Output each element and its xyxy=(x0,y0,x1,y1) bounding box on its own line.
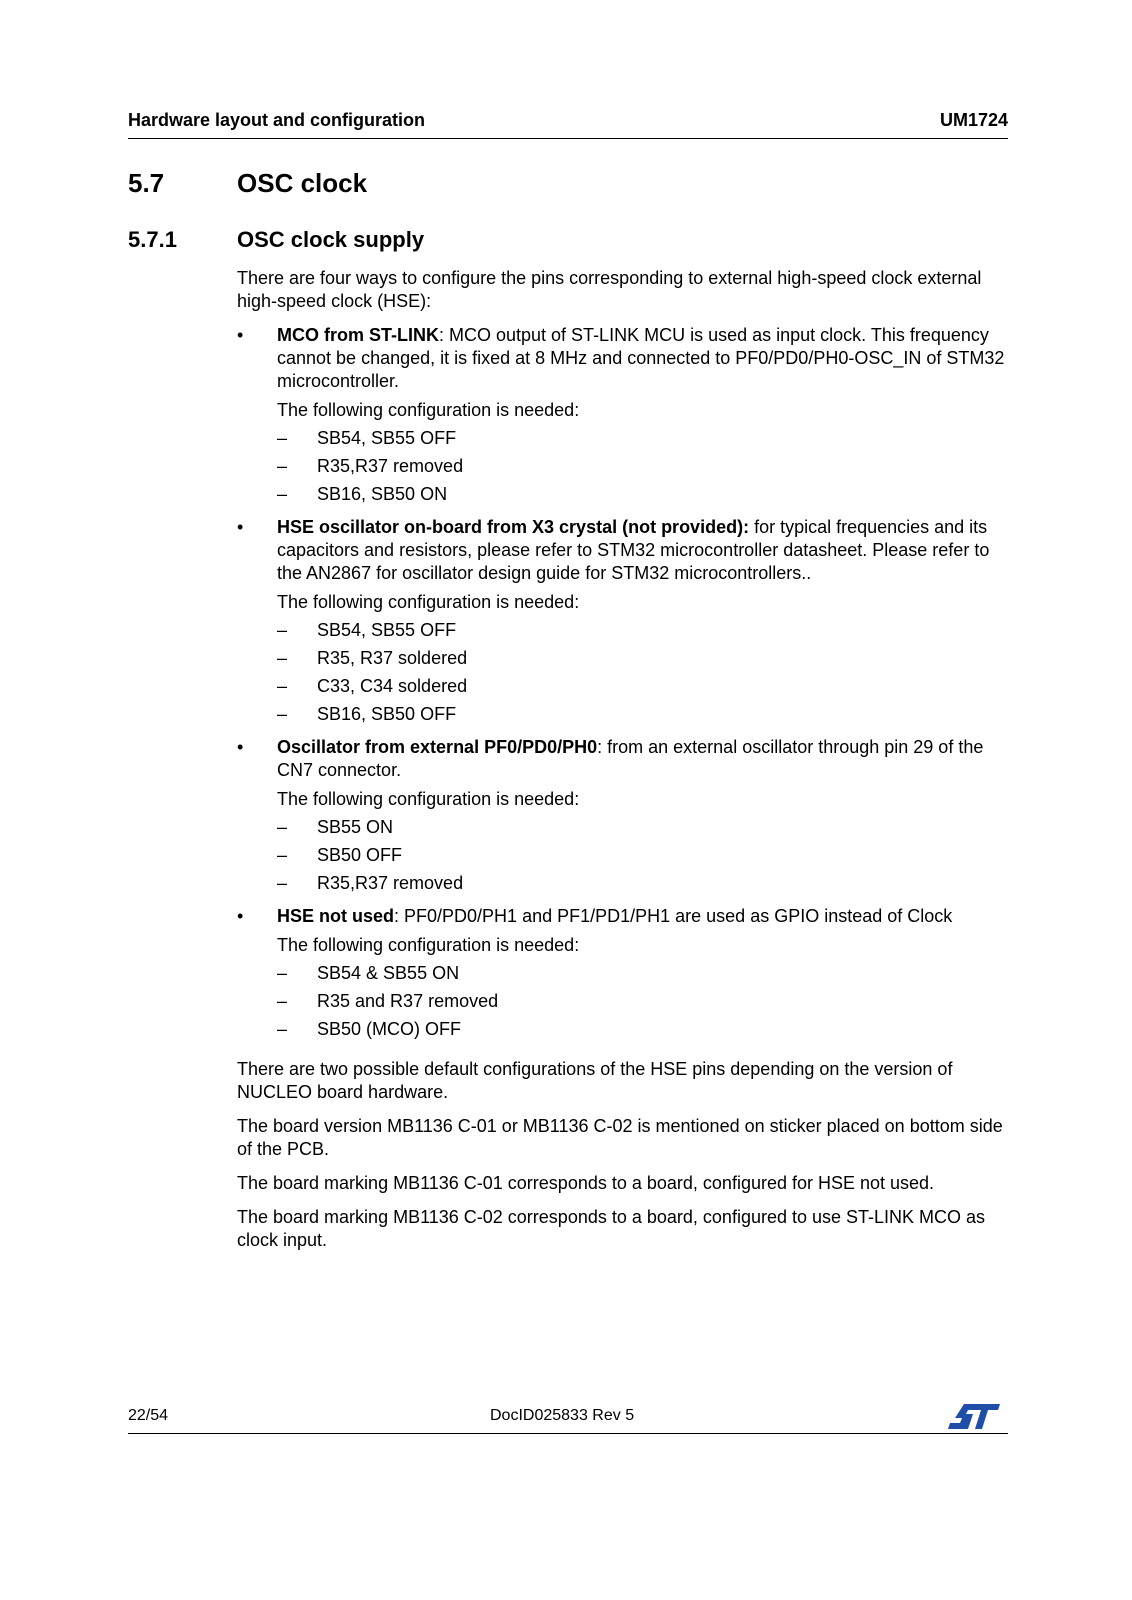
paragraph-board-version: The board version MB1136 C-01 or MB1136 C-02 is mentioned on sticker placed on bottom side of the PCB. xyxy=(237,1116,1003,1159)
bullet-hse-not-used xyxy=(237,905,1007,1046)
page-number: 22/54 xyxy=(128,1407,169,1424)
header-section-title: Hardware layout and configuration xyxy=(128,110,426,130)
config-item-text: SB54, SB55 OFF xyxy=(317,428,457,448)
config-item xyxy=(277,483,1007,511)
doc-id: DocID025833 Rev 5 xyxy=(490,1407,635,1424)
config-item-text: C33, C34 soldered xyxy=(317,676,468,696)
config-item-text: SB16, SB50 OFF xyxy=(317,704,457,724)
bullet-description: : from an external oscillator through pin 29 of the CN7 connector. xyxy=(277,737,984,780)
config-needed-label: The following configuration is needed: xyxy=(277,789,580,809)
config-item xyxy=(277,647,1007,675)
config-item-text: SB54, SB55 OFF xyxy=(317,620,457,640)
dash-icon: – xyxy=(277,428,288,448)
config-list xyxy=(277,816,1007,900)
bullet-bold-label: HSE oscillator on-board from X3 crystal (not provided): xyxy=(277,517,750,537)
config-item xyxy=(277,703,1007,731)
bullet-description: : MCO output of ST-LINK MCU is used as input clock. This frequency cannot be changed, it is fixed at 8 MHz and connected to PF0/PD0/PH0-OSC_IN of STM32 microcontroller. xyxy=(277,325,1005,391)
config-item-text: R35 and R37 removed xyxy=(317,991,499,1011)
page-footer xyxy=(128,1405,1008,1434)
bullet-text xyxy=(277,516,1007,585)
bullet-mco-from-st-link xyxy=(237,324,1007,511)
dash-icon: – xyxy=(277,484,288,504)
bullet-dot-icon: • xyxy=(237,517,244,537)
section-number: 5.7 xyxy=(128,168,165,198)
config-item xyxy=(277,962,1007,990)
dash-icon: – xyxy=(277,456,288,476)
subsection-number: 5.7.1 xyxy=(128,227,177,252)
bullet-bold-label: Oscillator from external PF0/PD0/PH0 xyxy=(277,737,598,757)
dash-icon: – xyxy=(277,963,288,983)
body-content xyxy=(237,267,1007,1263)
bullet-dot-icon: • xyxy=(237,325,244,345)
bullet-description: : PF0/PD0/PH1 and PF1/PD1/PH1 are used as GPIO instead of Clock xyxy=(394,906,953,926)
bullet-bold-label: HSE not used xyxy=(277,906,395,926)
dash-icon: – xyxy=(277,873,288,893)
paragraph-default-configs: There are two possible default configurations of the HSE pins depending on the version of NUCLEO board hardware. xyxy=(237,1059,953,1102)
page-header xyxy=(128,108,1008,139)
dash-icon: – xyxy=(277,648,288,668)
config-item-text: SB55 ON xyxy=(317,817,394,837)
config-item-text: R35,R37 removed xyxy=(317,456,464,476)
bullet-oscillator-external xyxy=(237,736,1007,900)
paragraph-c02-marking: The board marking MB1136 C-02 corresponds to a board, configured to use ST-LINK MCO as clock input. xyxy=(237,1207,986,1250)
dash-icon: – xyxy=(277,1019,288,1039)
config-item xyxy=(277,619,1007,647)
config-needed-label: The following configuration is needed: xyxy=(277,400,580,420)
config-item xyxy=(277,455,1007,483)
dash-icon: – xyxy=(277,704,288,724)
config-needed-label: The following configuration is needed: xyxy=(277,935,580,955)
config-item-text: R35,R37 removed xyxy=(317,873,464,893)
closing-paragraphs xyxy=(237,1058,1007,1252)
config-item-text: R35, R37 soldered xyxy=(317,648,468,668)
config-list xyxy=(277,619,1007,731)
subsection-title: OSC clock supply xyxy=(237,227,425,252)
dash-icon: – xyxy=(277,991,288,1011)
config-needed-label: The following configuration is needed: xyxy=(277,592,580,612)
config-list xyxy=(277,427,1007,511)
st-logo-icon xyxy=(946,1401,1002,1431)
config-item-text: SB50 OFF xyxy=(317,845,403,865)
bullet-hse-oscillator-on-board xyxy=(237,516,1007,731)
config-item xyxy=(277,816,1007,844)
config-item-text: SB16, SB50 ON xyxy=(317,484,448,504)
config-item xyxy=(277,427,1007,455)
header-doc-code: UM1724 xyxy=(939,110,1008,130)
paragraph-c01-marking: The board marking MB1136 C-01 corresponds to a board, configured for HSE not used. xyxy=(237,1173,935,1193)
intro-paragraph: There are four ways to configure the pins corresponding to external high-speed clock external high-speed clock (HSE): xyxy=(237,268,982,311)
config-list xyxy=(277,962,1007,1046)
bullet-description: for typical frequencies and its capacitors and resistors, please refer to STM32 microcontroller datasheet. Please refer to the AN2867 for oscillator design guide for STM32 microcontrollers.. xyxy=(277,517,990,583)
bullet-dot-icon: • xyxy=(237,737,244,757)
bullet-text xyxy=(277,736,1007,782)
bullet-bold-label: MCO from ST-LINK xyxy=(277,325,439,345)
config-item xyxy=(277,844,1007,872)
config-item xyxy=(277,675,1007,703)
bullet-dot-icon: • xyxy=(237,906,244,926)
bullet-text xyxy=(277,905,1007,928)
bullet-text xyxy=(277,324,1007,393)
section-title: OSC clock xyxy=(237,168,368,198)
config-item xyxy=(277,990,1007,1018)
dash-icon: – xyxy=(277,620,288,640)
config-item-text: SB50 (MCO) OFF xyxy=(317,1019,462,1039)
config-item xyxy=(277,1018,1007,1046)
config-item xyxy=(277,872,1007,900)
dash-icon: – xyxy=(277,676,288,696)
dash-icon: – xyxy=(277,845,288,865)
dash-icon: – xyxy=(277,817,288,837)
config-item-text: SB54 & SB55 ON xyxy=(317,963,460,983)
